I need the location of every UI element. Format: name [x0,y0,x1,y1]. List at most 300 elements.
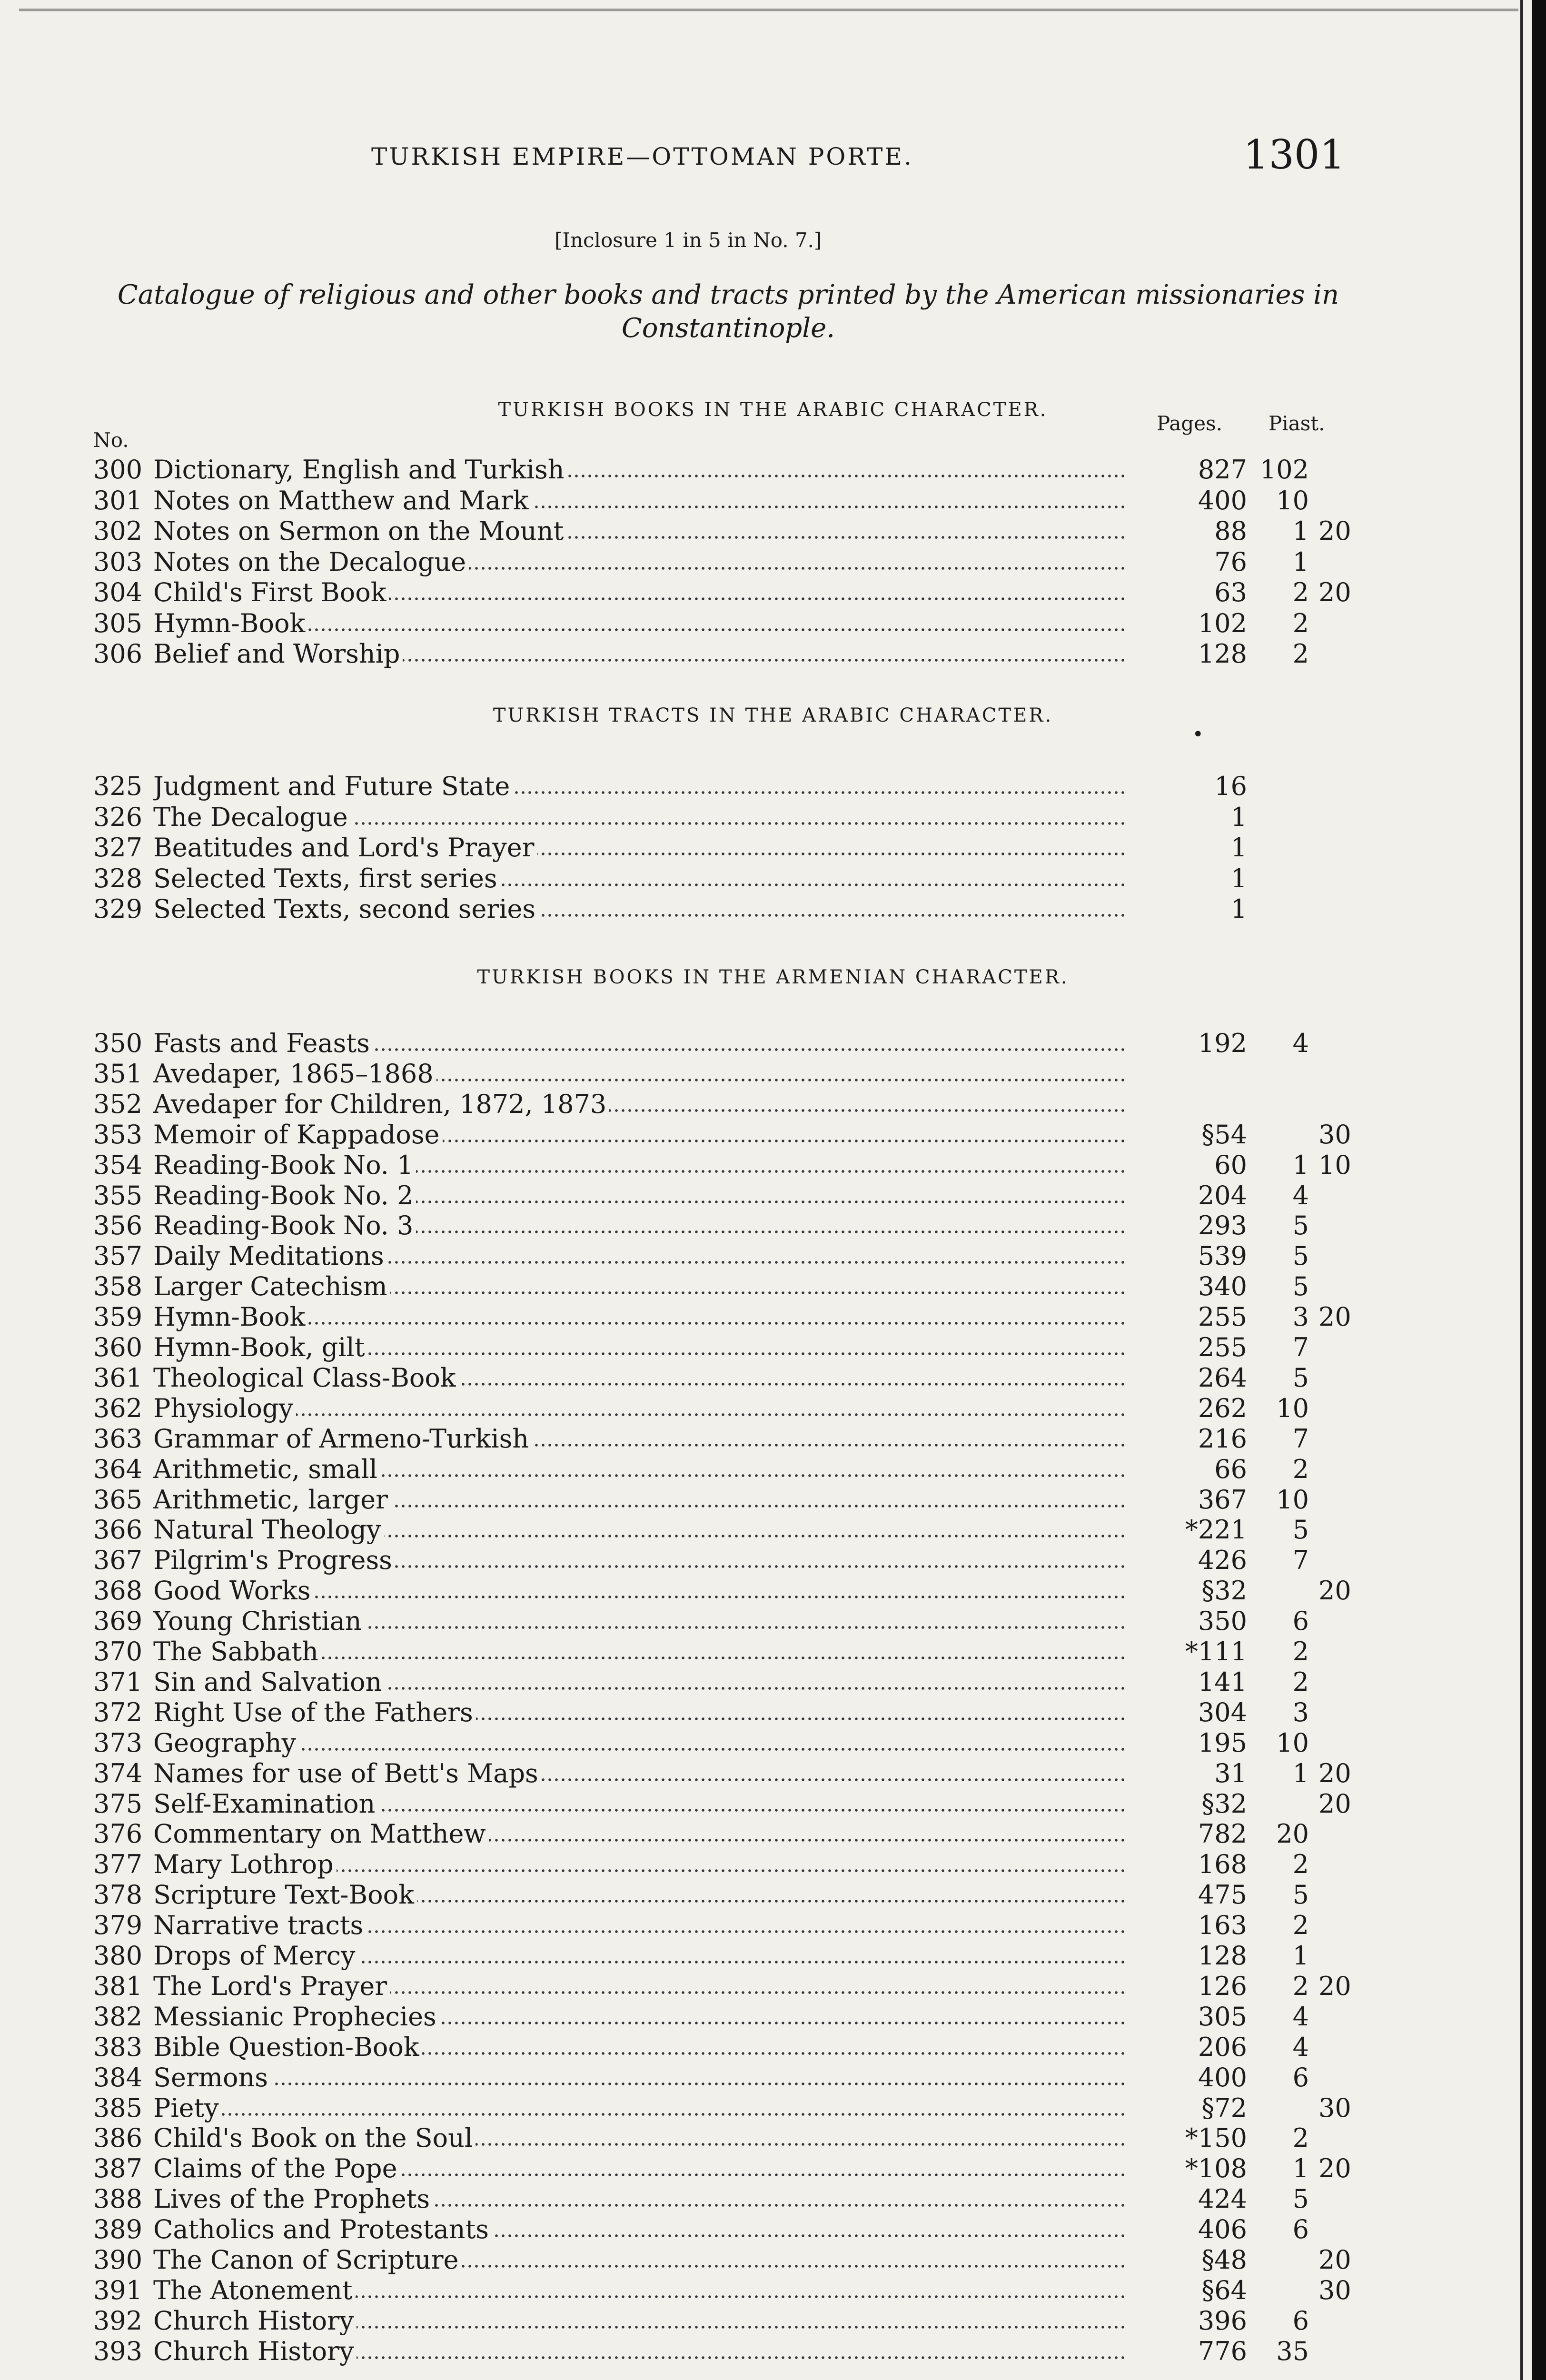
entry-title-text: Child's Book on the Soul [153,2123,476,2153]
entry-pages: 204 [1198,1180,1247,1210]
entry-title-text: Geography [153,1728,299,1758]
entry-title-text: Scripture Text-Book [153,1880,417,1910]
catalogue-row [0,1028,1546,1059]
catalogue-row [0,894,1546,924]
catalogue-row [0,1241,1546,1271]
catalogue-row [0,2245,1546,2275]
entry-piastres: 2 [1292,608,1309,638]
catalogue-row [0,1849,1546,1880]
entry-title [153,1971,1124,2002]
entry-title-text: Church History [153,2306,357,2336]
entry-title [153,1028,1124,1059]
entry-title [153,2184,1124,2214]
catalogue-row [0,1819,1546,1849]
entry-number: 371 [93,1667,143,1697]
catalogue-row [0,1910,1546,1941]
entry-paras: 20 [1318,1971,1351,2001]
entry-pages: 340 [1198,1271,1247,1301]
entry-paras: 20 [1318,1576,1351,1606]
catalogue-row [0,1120,1546,1150]
entry-number: 391 [93,2275,143,2305]
catalogue-row [0,1271,1546,1302]
entry-title [153,863,1124,894]
entry-title [153,1393,1124,1424]
entry-title-text: Messianic Prophecies [153,2002,439,2032]
catalogue-row [0,863,1546,894]
catalogue-row [0,1424,1546,1454]
entry-title-text: Arithmetic, small [153,1454,380,1484]
entry-piastres: 2 [1292,1849,1309,1879]
entry-pages: 195 [1198,1728,1247,1758]
entry-number: 376 [93,1819,143,1849]
entry-pages: 400 [1198,486,1247,516]
entry-piastres: 2 [1292,2123,1309,2153]
entry-piastres: 7 [1292,1545,1309,1575]
entry-paras: 20 [1318,577,1351,607]
entry-title [153,1849,1124,1880]
entry-pages: 426 [1198,1545,1247,1575]
entry-title [153,1545,1124,1576]
entry-title-text: Selected Texts, second series [153,894,538,924]
entry-number: 300 [93,455,143,485]
entry-paras: 20 [1318,516,1351,546]
entry-number: 329 [93,894,143,924]
catalogue-row [0,2153,1546,2184]
entry-title-text: Hymn-Book [153,1302,308,1332]
entry-pages: 63 [1214,577,1247,607]
entry-pages: 88 [1214,516,1247,546]
entry-paras: 30 [1318,2093,1351,2123]
catalogue-row [0,771,1546,802]
entry-title [153,639,1124,669]
entry-number: 393 [93,2336,143,2366]
entry-title [153,1089,1124,1120]
entry-number: 363 [93,1424,143,1454]
entry-number: 356 [93,1210,143,1240]
entry-title-text: Catholics and Protestants [153,2214,492,2244]
entry-number: 380 [93,1941,143,1971]
entry-title [153,771,1124,802]
entry-title-text: Hymn-Book [153,608,308,638]
entry-number: 328 [93,863,143,893]
entry-paras: 30 [1318,2275,1351,2305]
entry-piastres: 3 [1292,1697,1309,1727]
entry-title-text: Right Use of the Fathers [153,1697,476,1727]
entry-title-text: Good Works [153,1576,314,1606]
catalogue-row [0,1393,1546,1424]
entry-title-text: Piety [153,2093,222,2123]
entry-piastres: 10 [1276,486,1309,516]
catalogue-row [0,1180,1546,1211]
entry-number: 374 [93,1758,143,1788]
entry-title-text: Self-Examination [153,1789,378,1819]
entry-pages: 31 [1214,1758,1247,1788]
entry-number: 385 [93,2093,143,2123]
entry-title-text: Selected Texts, first series [153,863,500,893]
entry-piastres: 5 [1292,1515,1309,1545]
catalogue-caption: Catalogue of religious and other books and tracts printed by the American missionaries in Constantinople. [117,279,1339,344]
entry-pages: 1 [1230,894,1247,924]
entry-title [153,547,1124,577]
catalogue-row [0,455,1546,485]
entry-paras: 30 [1318,1120,1351,1150]
entry-title [153,1667,1124,1697]
catalogue-row [0,2306,1546,2336]
entry-title-text: Pilgrim's Progress [153,1545,395,1575]
entry-pages: 350 [1198,1606,1247,1636]
entry-title-text: Grammar of Armeno-Turkish [153,1424,532,1454]
entry-pages: 216 [1198,1424,1247,1454]
entry-pages: 66 [1214,1454,1247,1484]
entry-number: 306 [93,639,143,669]
entry-piastres: 1 [1292,1758,1309,1788]
entry-title [153,1059,1124,1089]
catalogue-row [0,833,1546,863]
entry-pages: 304 [1198,1697,1247,1727]
entry-pages: 782 [1198,1819,1247,1849]
entry-number: 302 [93,516,143,546]
catalogue-row [0,1789,1546,1819]
entry-piastres: 5 [1292,1241,1309,1271]
entry-title-text: Avedaper, 1865–1868 [153,1059,436,1089]
catalogue-row [0,2214,1546,2245]
entry-title [153,608,1124,639]
entry-title [153,1150,1124,1180]
catalogue-row [0,2336,1546,2367]
entry-pages: 76 [1214,547,1247,577]
entry-number: 366 [93,1515,143,1545]
entry-piastres: 6 [1292,2063,1309,2092]
entry-title [153,486,1124,516]
entry-piastres: 7 [1292,1332,1309,1362]
entry-number: 351 [93,1059,143,1089]
entry-title [153,577,1124,608]
entry-title-text: Mary Lothrop [153,1849,337,1879]
entry-title-text: Natural Theology [153,1515,384,1545]
entry-piastres: 1 [1292,2153,1309,2183]
entry-number: 364 [93,1454,143,1484]
entry-title [153,1636,1124,1667]
entry-paras: 20 [1318,2245,1351,2275]
catalogue-row [0,2184,1546,2214]
entry-number: 365 [93,1485,143,1515]
entry-pages: *108 [1185,2153,1247,2183]
entry-title [153,1697,1124,1728]
entry-pages: 126 [1198,1971,1247,2001]
catalogue-row [0,547,1546,577]
catalogue-row [0,1941,1546,1971]
entry-number: 353 [93,1120,143,1150]
entry-piastres: 2 [1292,639,1309,669]
page-number: 1301 [1243,131,1345,178]
catalogue-row [0,2123,1546,2153]
entry-piastres: 1 [1292,1941,1309,1971]
entry-pages: 255 [1198,1302,1247,1332]
entry-title [153,2275,1124,2306]
catalogue-row [0,1150,1546,1180]
entry-piastres: 20 [1276,1819,1309,1849]
entry-title [153,1271,1124,1302]
entry-piastres: 5 [1292,1880,1309,1910]
catalogue-row [0,1454,1546,1485]
top-border [19,9,1518,17]
entry-pages: 128 [1198,639,1247,669]
catalogue-row [0,1515,1546,1545]
entry-title [153,1120,1124,1150]
entry-pages: 400 [1198,2063,1247,2092]
entry-title [153,802,1124,833]
entry-title-text: Daily Meditations [153,1241,387,1271]
entry-piastres: 2 [1292,1910,1309,1940]
entry-title-text: Sermons [153,2063,271,2092]
entry-title-text: Young Christian [153,1606,365,1636]
entry-title [153,2093,1124,2123]
entry-number: 368 [93,1576,143,1606]
catalogue-row [0,1089,1546,1120]
entry-title [153,1485,1124,1515]
entry-piastres: 1 [1292,1150,1309,1180]
entry-title [153,2002,1124,2032]
catalogue-row [0,1667,1546,1697]
entry-paras: 20 [1318,1302,1351,1332]
entry-pages: 168 [1198,1849,1247,1879]
entry-title [153,1241,1124,1271]
entry-number: 360 [93,1332,143,1362]
entry-number: 367 [93,1545,143,1575]
catalogue-row [0,608,1546,639]
entry-title [153,2245,1124,2275]
entry-title-text: The Sabbath [153,1636,321,1666]
entry-pages: 1 [1230,802,1247,832]
entry-number: 305 [93,608,143,638]
entry-number: 389 [93,2214,143,2244]
entry-pages: §48 [1201,2245,1247,2275]
catalogue-row [0,1059,1546,1089]
entry-number: 304 [93,577,143,607]
catalogue-row [0,1606,1546,1636]
entry-title-text: Belief and Worship [153,639,403,669]
entry-title-text: Physiology [153,1393,296,1423]
entry-piastres: 5 [1292,2184,1309,2214]
entry-title-text: Lives of the Prophets [153,2184,433,2214]
entry-pages: §64 [1201,2275,1247,2305]
entry-title-text: Sin and Salvation [153,1667,385,1697]
entry-title [153,2214,1124,2245]
entry-title-text: The Atonement [153,2275,356,2305]
entry-piastres: 4 [1292,1028,1309,1058]
catalogue-row [0,486,1546,516]
entry-pages: 367 [1198,1485,1247,1515]
entry-pages: 264 [1198,1363,1247,1393]
entry-piastres: 102 [1259,455,1309,485]
entry-pages: 776 [1198,2336,1247,2366]
entry-title-text: Bible Question-Book [153,2032,422,2062]
entry-number: 381 [93,1971,143,2001]
entry-number: 379 [93,1910,143,1940]
catalogue-row [0,516,1546,546]
entry-number: 354 [93,1150,143,1180]
catalogue-row [0,1485,1546,1515]
entry-piastres: 10 [1276,1728,1309,1758]
entry-piastres: 5 [1292,1210,1309,1240]
entry-number: 378 [93,1880,143,1910]
entry-piastres: 1 [1292,547,1309,577]
entry-number: 388 [93,2184,143,2214]
entry-number: 301 [93,486,143,516]
entry-title-text: Larger Catechism [153,1271,390,1301]
entry-title-text: Commentary on Matthew [153,1819,489,1849]
entry-paras: 20 [1318,2153,1351,2183]
catalogue-row [0,1758,1546,1789]
entry-title-text: Theological Class-Book [153,1363,459,1393]
catalogue-row [0,1576,1546,1606]
entry-title-text: Dictionary, English and Turkish [153,455,567,485]
entry-number: 327 [93,833,143,863]
entry-pages: 163 [1198,1910,1247,1940]
entry-title-text: Notes on the Decalogue [153,547,469,577]
entry-piastres: 35 [1276,2336,1309,2366]
entry-number: 325 [93,771,143,801]
entry-title-text: The Canon of Scripture [153,2245,461,2275]
entry-piastres: 10 [1276,1393,1309,1423]
entry-title [153,1180,1124,1211]
entry-pages: 539 [1198,1241,1247,1271]
entry-pages: 192 [1198,1028,1247,1058]
section-heading-arabic-books: TURKISH BOOKS IN THE ARABIC CHARACTER. [498,399,1048,421]
entry-title [153,1424,1124,1454]
entry-piastres: 2 [1292,1636,1309,1666]
catalogue-row [0,1363,1546,1393]
entry-paras: 10 [1318,1150,1351,1180]
entry-title [153,2336,1124,2367]
entry-piastres: 4 [1292,1180,1309,1210]
entry-title-text: Church History [153,2336,357,2366]
entry-title-text: Fasts and Feasts [153,1028,373,1058]
entry-title-text: Memoir of Kappadose [153,1120,443,1150]
catalogue-row [0,2063,1546,2093]
entry-number: 377 [93,1849,143,1879]
entry-number: 357 [93,1241,143,1271]
entry-pages: 16 [1214,771,1247,801]
number-column-header: No. [93,428,129,452]
entry-number: 370 [93,1636,143,1666]
entry-title [153,1515,1124,1545]
entry-title [153,2063,1124,2093]
entry-pages: 305 [1198,2002,1247,2032]
entry-title [153,1758,1124,1789]
entry-title-text: Avedaper for Children, 1872, 1873 [153,1089,609,1119]
entry-piastres: 4 [1292,2032,1309,2062]
entry-piastres: 10 [1276,1485,1309,1515]
inclosure-note: [Inclosure 1 in 5 in No. 7.] [555,228,822,252]
catalogue-row [0,1545,1546,1576]
entry-title-text: Drops of Mercy [153,1941,358,1971]
entry-title [153,2032,1124,2063]
entry-pages: 827 [1198,455,1247,485]
catalogue-row [0,1971,1546,2002]
catalogue-row [0,639,1546,669]
entry-title-text: Arithmetic, larger [153,1485,391,1515]
entry-pages: 206 [1198,2032,1247,2062]
entry-title [153,1789,1124,1819]
entry-pages: 141 [1198,1667,1247,1697]
entry-number: 384 [93,2063,143,2092]
entry-number: 358 [93,1271,143,1301]
entry-title [153,1728,1124,1758]
entry-number: 387 [93,2153,143,2183]
entry-title-text: Child's First Book [153,577,389,607]
entry-piastres: 2 [1292,1667,1309,1697]
entry-piastres: 7 [1292,1424,1309,1454]
entry-title-text: Judgment and Future State [153,771,513,801]
entry-pages: *111 [1185,1636,1247,1666]
entry-piastres: 5 [1292,1363,1309,1393]
entry-paras: 20 [1318,1758,1351,1788]
entry-number: 350 [93,1028,143,1058]
entry-piastres: 6 [1292,1606,1309,1636]
entry-number: 375 [93,1789,143,1819]
entry-piastres: 5 [1292,1271,1309,1301]
running-head: TURKISH EMPIRE—OTTOMAN PORTE. [371,143,913,170]
entry-pages: 424 [1198,2184,1247,2214]
catalogue-row [0,2002,1546,2032]
entry-number: 372 [93,1697,143,1727]
pages-column-header: Pages. [1157,412,1223,435]
entry-pages: §32 [1201,1576,1247,1606]
catalogue-row [0,1302,1546,1332]
entry-pages: 396 [1198,2306,1247,2336]
entry-title-text: Names for use of Bett's Maps [153,1758,541,1788]
catalogue-row [0,2093,1546,2123]
piast-column-header: Piast. [1269,412,1325,435]
entry-pages: 1 [1230,833,1247,863]
entry-piastres: 2 [1292,1454,1309,1484]
entry-title [153,1606,1124,1636]
entry-number: 373 [93,1728,143,1758]
entry-pages: 1 [1230,863,1247,893]
entry-piastres: 2 [1292,1971,1309,2001]
catalogue-row [0,577,1546,608]
entry-piastres: 6 [1292,2214,1309,2244]
entry-pages: §32 [1201,1789,1247,1819]
entry-title-text: Reading-Book No. 2 [153,1180,416,1210]
entry-title-text: Beatitudes and Lord's Prayer [153,833,537,863]
entry-piastres: 1 [1292,516,1309,546]
entry-title [153,1910,1124,1941]
entry-pages: 262 [1198,1393,1247,1423]
entry-number: 382 [93,2002,143,2032]
entry-title [153,1363,1124,1393]
entry-number: 355 [93,1180,143,1210]
entry-pages: *150 [1185,2123,1247,2153]
entry-title-text: The Decalogue [153,802,351,832]
entry-title [153,1819,1124,1849]
entry-piastres: 6 [1292,2306,1309,2336]
entry-title-text: Hymn-Book, gilt [153,1332,367,1362]
entry-title [153,1941,1124,1971]
entry-pages: 128 [1198,1941,1247,1971]
entry-title [153,1302,1124,1332]
catalogue-row [0,1332,1546,1363]
section-heading-arabic-tracts: TURKISH TRACTS IN THE ARABIC CHARACTER. [493,704,1053,726]
entry-title-text: Notes on Sermon on the Mount [153,516,566,546]
catalogue-row [0,1880,1546,1910]
entry-pages: §54 [1201,1120,1247,1150]
stray-mark: • [1192,724,1204,745]
entry-number: 326 [93,802,143,832]
entry-pages: 475 [1198,1880,1247,1910]
entry-piastres: 4 [1292,2002,1309,2032]
